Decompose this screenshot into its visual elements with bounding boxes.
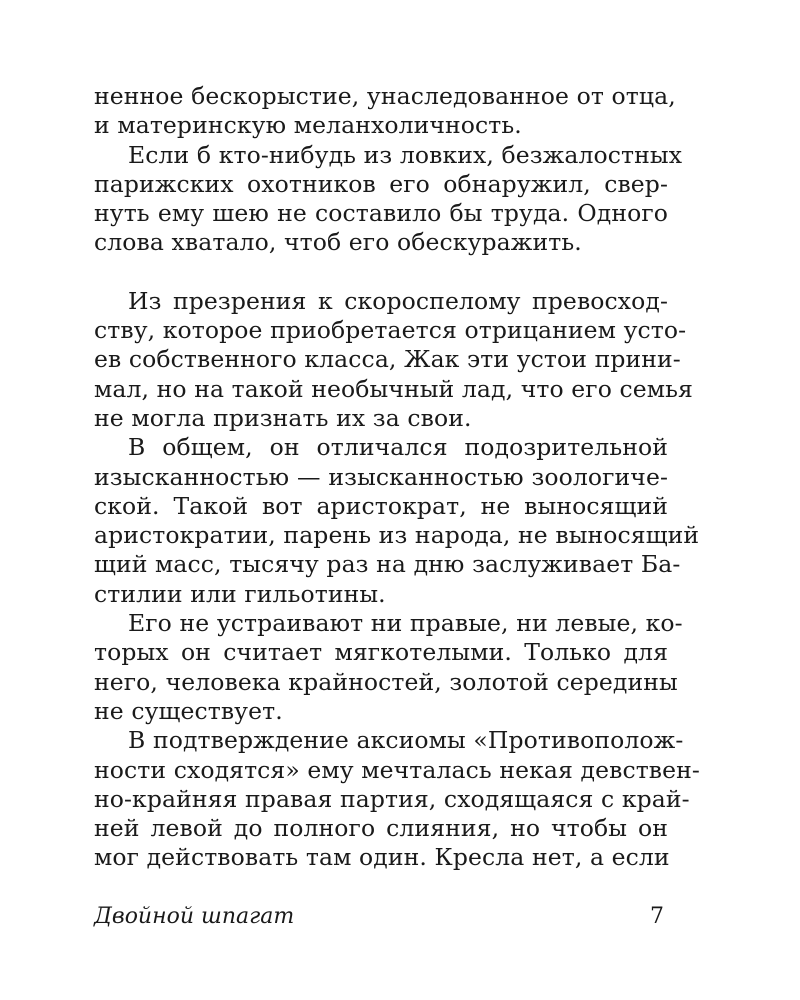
paragraph-5 [94, 609, 683, 726]
text-line: В общем, он отличался подозрительной [128, 433, 668, 462]
text-line: не существует. [94, 696, 283, 725]
text-line: Его не устраивают ни правые, ни левые, ко- [128, 609, 683, 638]
paragraph-6 [94, 726, 700, 872]
text-line: ненное бескорыстие, унаследованное от отца, [94, 82, 676, 110]
text-line: щий масс, тысячу раз на дню заслуживает Ба- [94, 550, 681, 579]
page-body [94, 82, 700, 873]
text-line: но-крайняя правая партия, сходящаяся с край- [94, 784, 690, 813]
text-line: Из презрения к скороспелому превосход- [128, 286, 668, 315]
text-line: мал, но на такой необычный лад, что его семья [94, 374, 693, 403]
text-line: мог действовать там один. Кресла нет, а если [94, 843, 670, 872]
text-line: изысканностью — изысканностью зоологиче- [94, 462, 668, 491]
text-line: парижских охотников его обнаружил, свер- [94, 169, 668, 198]
text-line: ской. Такой вот аристократ, не выносящий [94, 491, 668, 520]
paragraph-2 [94, 140, 683, 258]
text-line: ности сходятся» ему мечталась некая девствен- [94, 755, 700, 784]
text-line: ству, которое приобретается отрицанием усто- [94, 316, 687, 345]
running-title: Двойной шпагат [94, 904, 295, 929]
text-line: нуть ему шею не составило бы труда. Одного [94, 199, 668, 228]
page-number: 7 [650, 904, 664, 929]
paragraph-3 [94, 286, 693, 433]
text-line: В подтверждение аксиомы «Противополож- [128, 726, 684, 755]
text-line: него, человека крайностей, золотой середины [94, 667, 678, 696]
text-line: слова хватало, чтоб его обескуражить. [94, 228, 582, 257]
section-break [94, 258, 668, 287]
text-line: торых он считает мягкотелыми. Только для [94, 638, 668, 667]
text-line: ней левой до полного слияния, но чтобы он [94, 814, 668, 843]
page-footer [94, 902, 668, 934]
text-line: ев собственного класса, Жак эти устои прини- [94, 345, 681, 374]
text-line: аристократии, парень из народа, не выносящий [94, 521, 700, 550]
paragraph-4 [94, 433, 700, 609]
text-line: не могла признать их за свои. [94, 403, 472, 432]
paragraph-1 [94, 82, 676, 141]
text-line: и материнскую меланхоличность. [94, 111, 522, 140]
text-line: стилии или гильотины. [94, 579, 386, 608]
text-line: Если б кто-нибудь из ловких, безжалостных [128, 140, 683, 169]
